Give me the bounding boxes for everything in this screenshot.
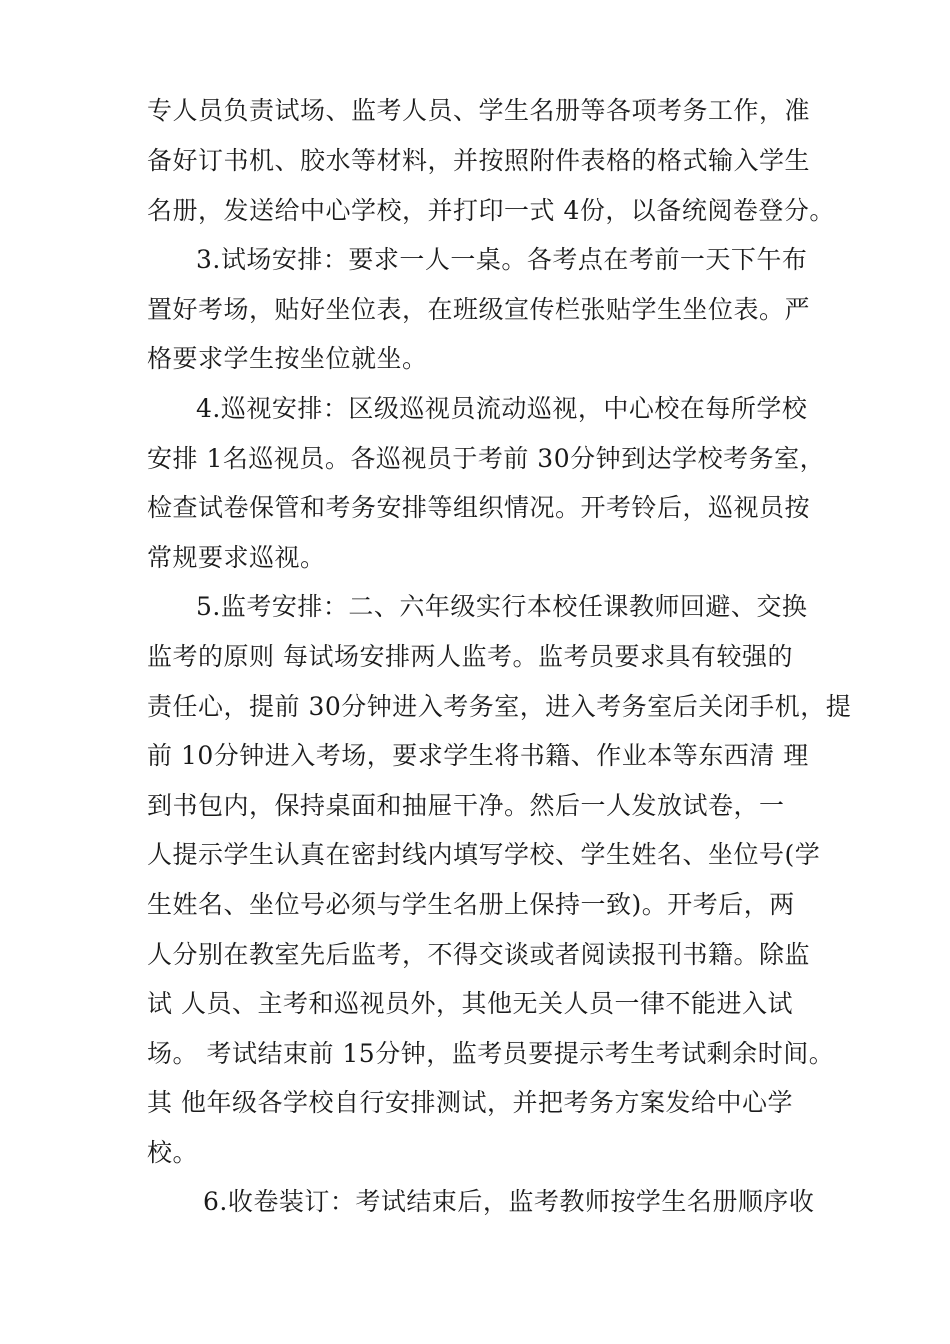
text-line: 名册，发送给中心学校，并打印一式 4份，以备统阅卷登分。 — [147, 196, 835, 225]
text-line: 试 人员、主考和巡视员外，其他无关人员一律不能进入试 — [147, 989, 793, 1018]
text-line: 人分别在教室先后监考，不得交谈或者阅读报刊书籍。除监 — [147, 940, 811, 969]
text-line: 生姓名、坐位号必须与学生名册上保持一致)。开考后，两 — [147, 890, 795, 919]
text-line: 场。 考试结束前 15分钟，监考员要提示考生考试剩余时间。 — [147, 1039, 835, 1068]
text-line: 备好订书机、胶水等材料，并按照附件表格的格式输入学生 — [147, 146, 811, 175]
text-line: 监考的原则 每试场安排两人监考。监考员要求具有较强的 — [147, 642, 793, 671]
text-line: 常规要求巡视。 — [147, 543, 326, 572]
text-line: 责任心，提前 30分钟进入考务室，进入考务室后关闭手机，提 — [147, 692, 852, 721]
text-line: 其 他年级各学校自行安排测试，并把考务方案发给中心学 — [147, 1088, 793, 1117]
text-line: 检查试卷保管和考务安排等组织情况。开考铃后，巡视员按 — [147, 493, 811, 522]
text-line: 校。 — [147, 1138, 199, 1167]
text-line: 安排 1名巡视员。各巡视员于考前 30分钟到达学校考务室， — [147, 444, 826, 473]
text-line: 前 10分钟进入考场，要求学生将书籍、作业本等东西清 理 — [147, 741, 809, 770]
text-line: 人提示学生认真在密封线内填写学校、学生姓名、坐位号(学 — [147, 840, 821, 869]
text-line: 专人员负责试场、监考人员、学生名册等各项考务工作，准 — [147, 96, 811, 125]
text-line: 到书包内，保持桌面和抽屉干净。然后一人发放试卷，一 — [147, 791, 785, 820]
text-line: 6.收卷装订：考试结束后，监考教师按学生名册顺序收 — [203, 1187, 815, 1216]
text-line: 格要求学生按坐位就坐。 — [147, 344, 428, 373]
text-line: 3.试场安排：要求一人一桌。各考点在考前一天下午布 — [196, 245, 808, 274]
text-line: 置好考场，贴好坐位表，在班级宣传栏张贴学生坐位表。严 — [147, 295, 811, 324]
text-line: 5.监考安排：二、六年级实行本校任课教师回避、交换 — [196, 592, 808, 621]
text-line: 4.巡视安排：区级巡视员流动巡视，中心校在每所学校 — [196, 394, 808, 423]
